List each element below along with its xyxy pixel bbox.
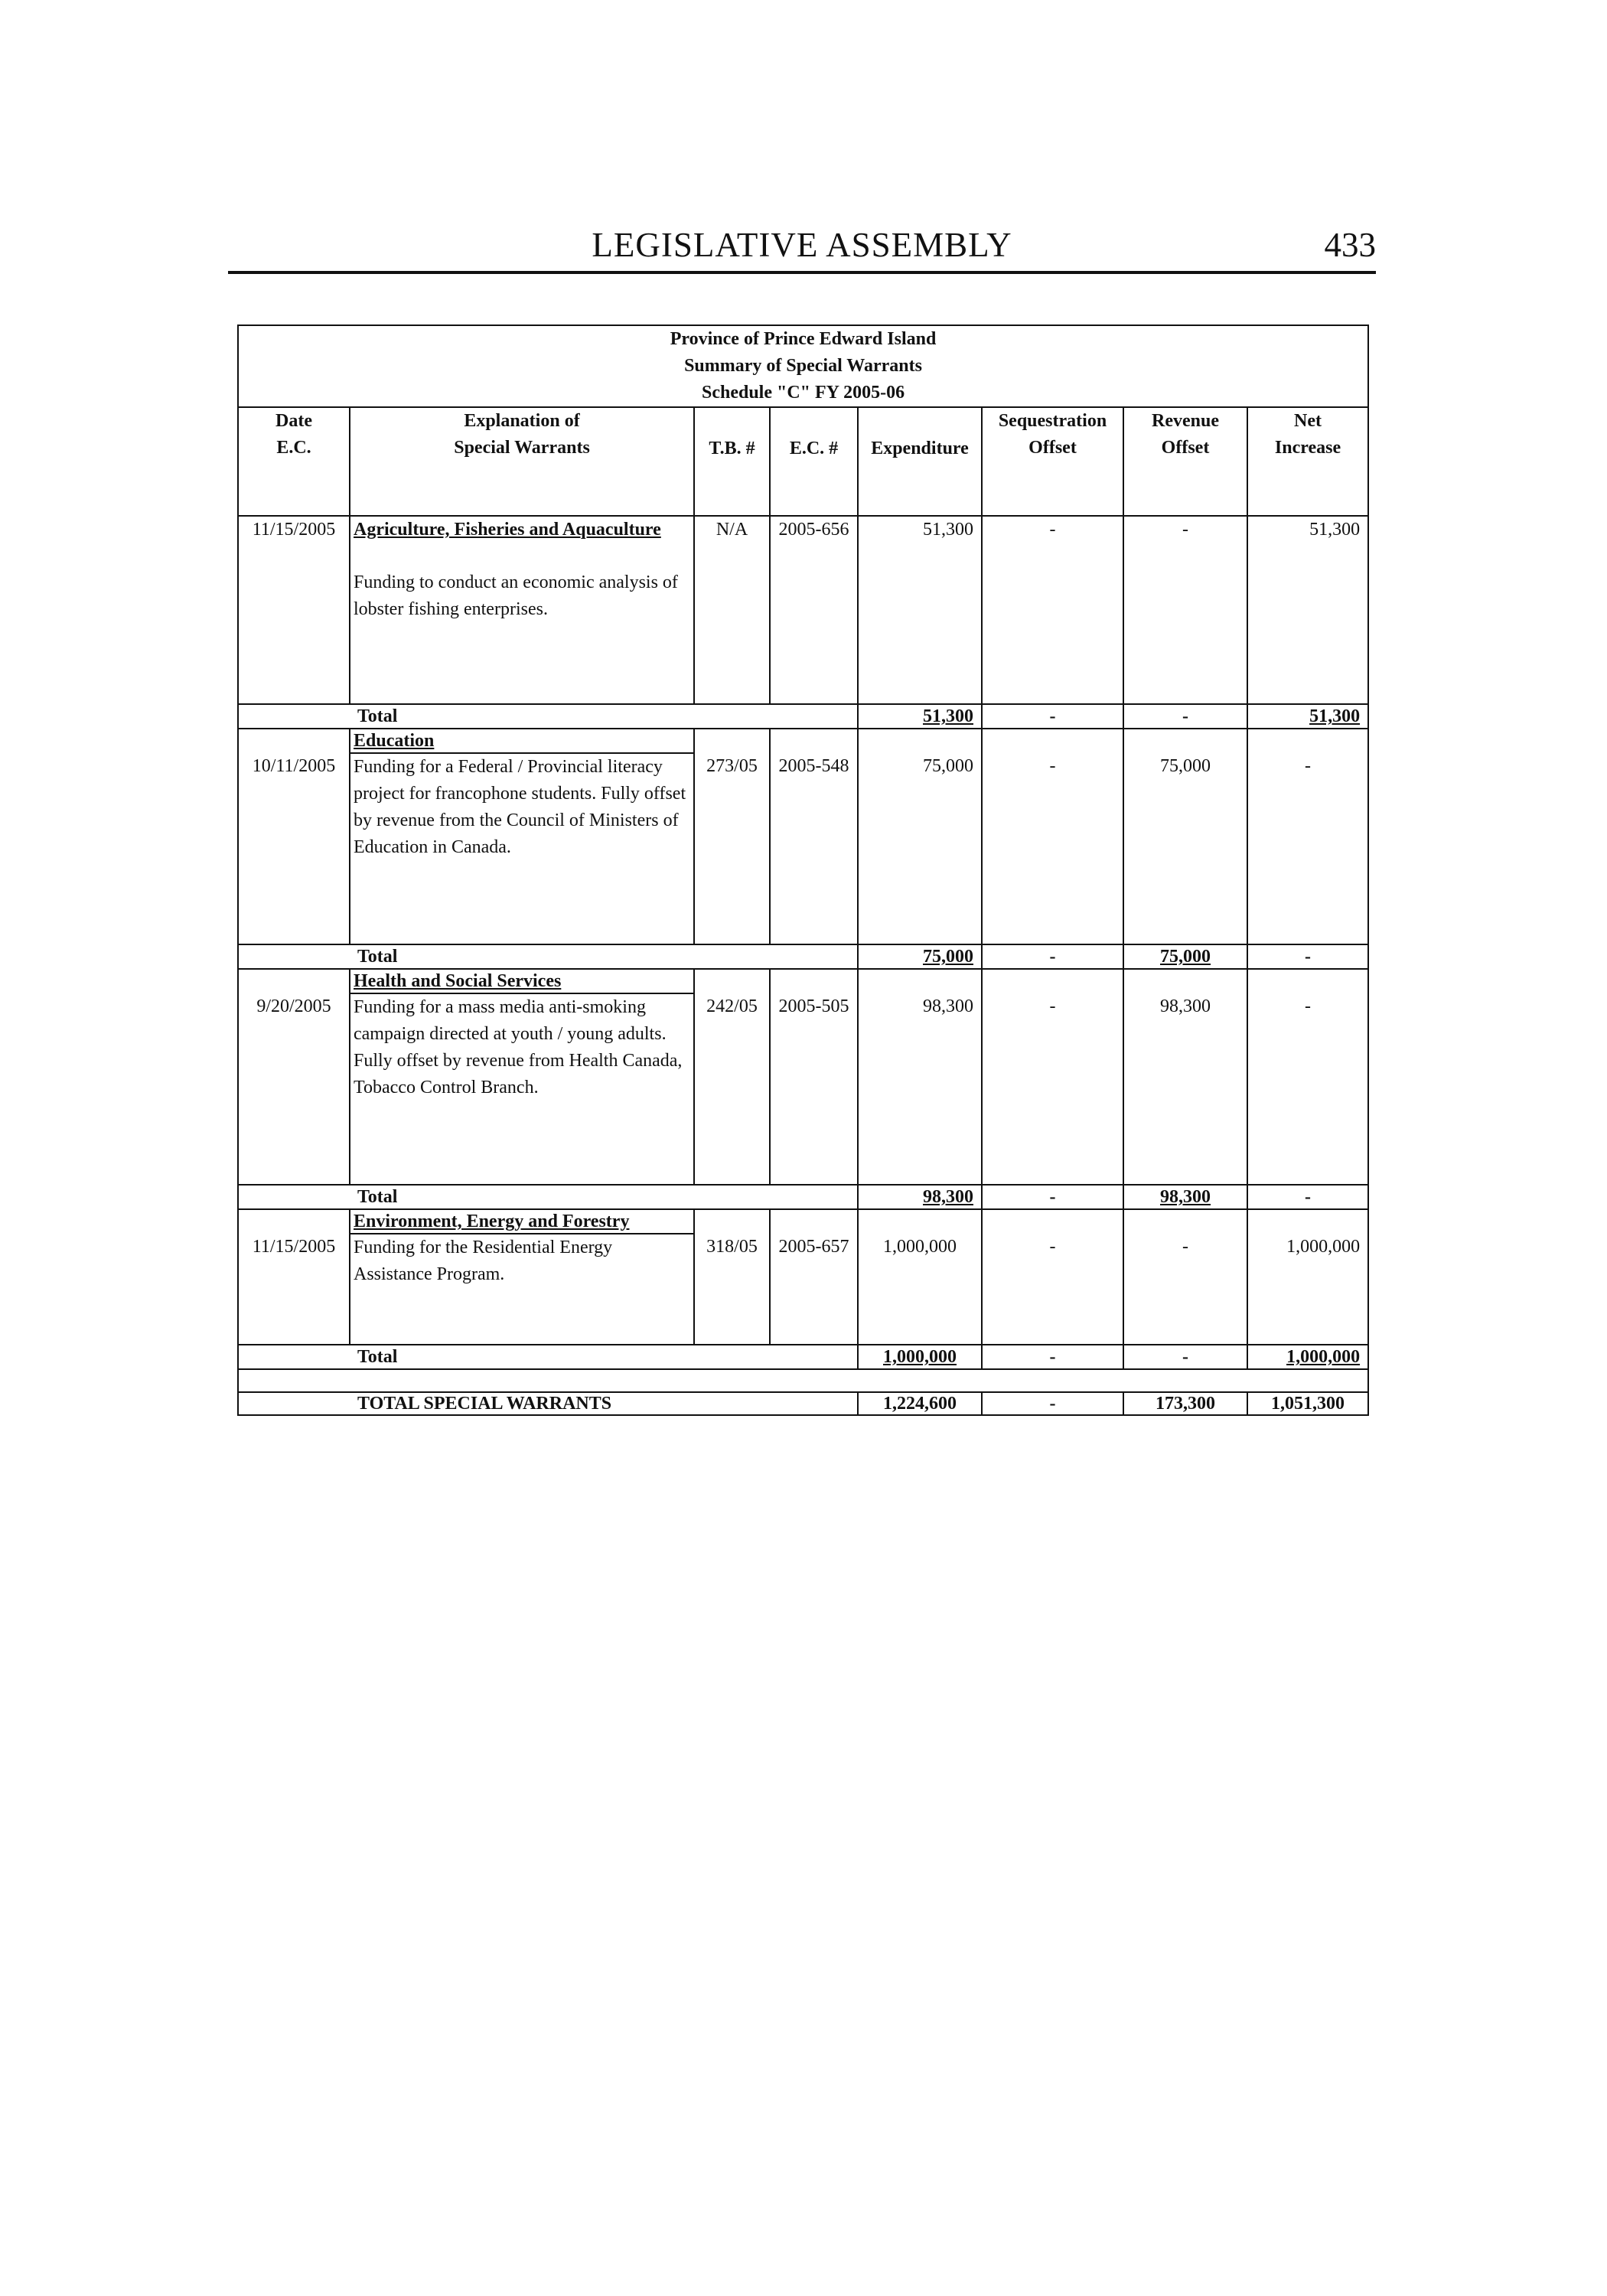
warrant-ec: 2005-657 [770,1234,858,1345]
section-total-row [238,704,1368,729]
warrant-revenue: - [1123,516,1247,704]
total-revenue: - [1123,704,1247,729]
warrant-sequestration: - [982,993,1123,1185]
col-header-explanation: Explanation of Special Warrants [350,407,694,516]
col-header-sequestration: Sequestration Offset [982,407,1123,516]
warrant-explanation [350,993,694,1185]
warrant-sequestration: - [982,1234,1123,1345]
section-total-row [238,1185,1368,1209]
department-row [238,1209,1368,1234]
total-revenue: - [1123,1345,1247,1369]
grand-total-sequestration: - [982,1392,1123,1415]
total-sequestration: - [982,1345,1123,1369]
section-total-label: Total [238,944,858,969]
col-header-revenue: Revenue Offset [1123,407,1247,516]
warrant-tb: N/A [694,516,770,704]
warrant-ec: 2005-656 [770,516,858,704]
warrant-net: - [1247,753,1368,944]
warrant-revenue: 98,300 [1123,993,1247,1185]
col-header-expenditure: Expenditure [858,407,982,516]
warrant-expenditure: 75,000 [858,753,982,944]
column-header-row [238,407,1368,516]
running-head [228,222,1376,274]
warrant-ec: 2005-548 [770,753,858,944]
table-row [238,1234,1368,1345]
total-revenue: 98,300 [1160,1187,1211,1207]
total-net: - [1247,944,1368,969]
warrant-description: Funding to conduct an economic analysis of lobster fishing enterprises. [354,572,678,619]
warrant-description: Funding for a mass media anti-smoking campaign directed at youth / young adults. Fully offset by revenue from Health Canada, Tobacco Control Branch. [354,997,683,1097]
warrant-net: - [1247,993,1368,1185]
running-title: LEGISLATIVE ASSEMBLY [592,226,1012,264]
col-header-tb: T.B. # [694,407,770,516]
warrant-explanation [350,753,694,944]
total-sequestration: - [982,704,1123,729]
warrant-description: Funding for the Residential Energy Assistance Program. [354,1238,613,1284]
section-total-row [238,944,1368,969]
table-row [238,993,1368,1185]
total-expenditure: 98,300 [923,1187,973,1207]
total-net: - [1247,1185,1368,1209]
warrant-date: 11/15/2005 [238,516,350,704]
spacer-row [238,1369,1368,1392]
warrant-sequestration: - [982,753,1123,944]
warrant-tb: 273/05 [694,753,770,944]
section-total-label: Total [238,704,858,729]
warrant-net: 51,300 [1247,516,1368,704]
department-row [238,969,1368,993]
warrant-description: Funding for a Federal / Provincial literacy project for francophone students. Fully offset by revenue from the Council of Ministers of Education in Canada. [354,757,686,857]
warrant-date: 9/20/2005 [238,993,350,1185]
total-expenditure: 75,000 [923,947,973,967]
total-sequestration: - [982,1185,1123,1209]
table-row [238,516,1368,704]
section-total-label: Total [238,1345,858,1369]
grand-total-revenue: 173,300 [1123,1392,1247,1415]
warrant-expenditure: 98,300 [858,993,982,1185]
department-name: Environment, Energy and Forestry [354,1212,630,1231]
total-revenue: 75,000 [1160,947,1211,967]
table-row [238,753,1368,944]
warrant-revenue: - [1123,1234,1247,1345]
warrant-explanation [350,516,694,704]
department-row [238,729,1368,753]
warrant-date: 11/15/2005 [238,1234,350,1345]
page-number: 433 [1324,226,1376,264]
department-name: Health and Social Services [354,971,562,991]
department-name: Agriculture, Fisheries and Aquaculture [354,520,661,540]
warrant-explanation [350,1234,694,1345]
warrant-sequestration: - [982,516,1123,704]
warrant-ec: 2005-505 [770,993,858,1185]
department-name: Education [354,731,435,751]
total-net: 1,000,000 [1286,1347,1361,1367]
grand-total-net: 1,051,300 [1247,1392,1368,1415]
warrant-revenue: 75,000 [1123,753,1247,944]
col-header-net: Net Increase [1247,407,1368,516]
total-expenditure: 1,000,000 [883,1347,957,1367]
warrant-expenditure: 1,000,000 [858,1234,982,1345]
total-net: 51,300 [1309,706,1361,726]
section-total-label: Total [238,1185,858,1209]
title-line-summary: Summary of Special Warrants [684,356,922,376]
table-title-row [238,325,1368,407]
warrant-expenditure: 51,300 [858,516,982,704]
special-warrants-table [237,325,1369,1416]
grand-total-expenditure: 1,224,600 [858,1392,982,1415]
col-header-ec: E.C. # [770,407,858,516]
title-line-province: Province of Prince Edward Island [670,329,937,349]
grand-total-label: TOTAL SPECIAL WARRANTS [238,1392,858,1415]
total-sequestration: - [982,944,1123,969]
section-total-row [238,1345,1368,1369]
warrant-tb: 318/05 [694,1234,770,1345]
warrant-date: 10/11/2005 [238,753,350,944]
warrant-net: 1,000,000 [1247,1234,1368,1345]
title-line-schedule: Schedule "C" FY 2005-06 [701,383,905,403]
col-header-date: Date E.C. [238,407,350,516]
table-title [238,325,1368,407]
total-expenditure: 51,300 [923,706,973,726]
grand-total-row [238,1392,1368,1415]
warrant-tb: 242/05 [694,993,770,1185]
